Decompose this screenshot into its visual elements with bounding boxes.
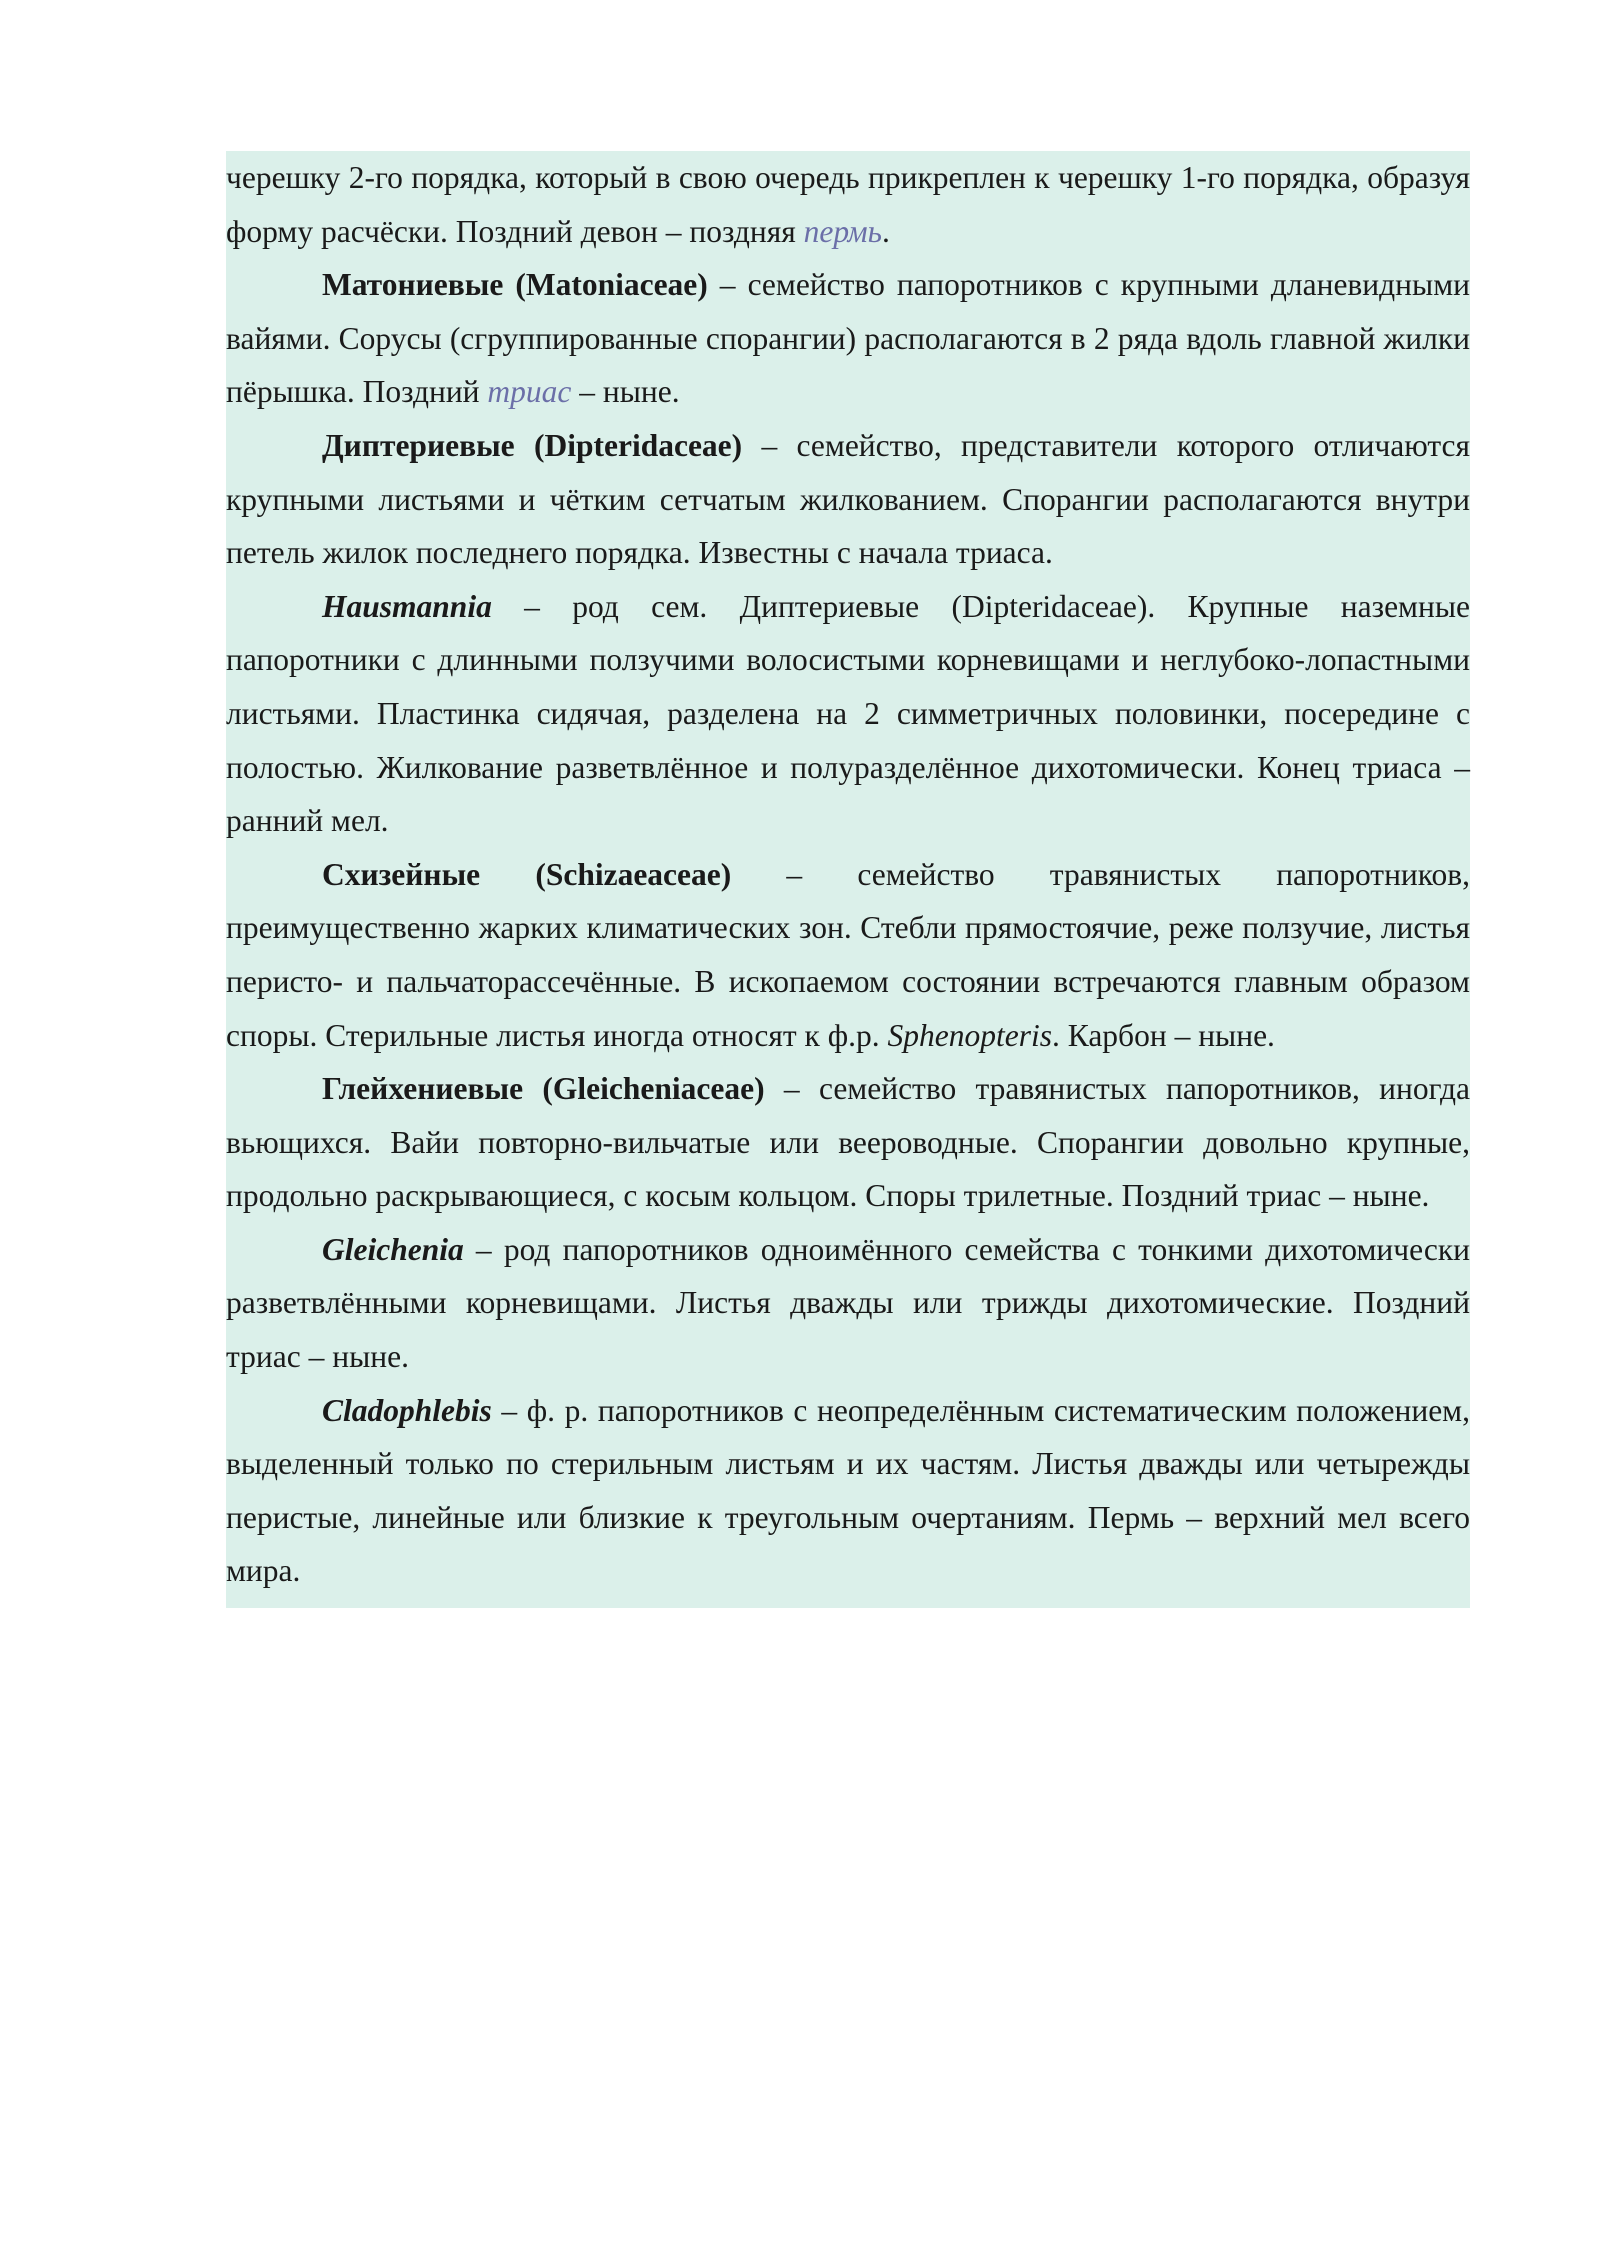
entry-term: Cladophlebis — [322, 1392, 492, 1428]
paragraph-continuation — [226, 151, 1470, 258]
paragraph-text: . — [882, 213, 890, 249]
highlighted-text-block — [226, 151, 1470, 1608]
paragraph-text: черешку 2-го порядка, который в свою очередь прикреплен к черешку 1-го порядка, образуя форму расчёски. Поздний девон – поздняя — [226, 160, 1470, 249]
entry-matoniaceae — [226, 258, 1470, 419]
entry-definition: – род папоротников одноимённого семейства с тонкими дихотомически разветвлёнными корневищами. Листья дважды или трижды дихотомические. Поздний триас – ныне. — [226, 1231, 1470, 1375]
entry-gleicheniaceae — [226, 1062, 1470, 1223]
entry-term: Диптериевые (Dipteridaceae) — [322, 427, 743, 463]
entry-gleichenia — [226, 1223, 1470, 1384]
entry-definition: – семейство травянистых папоротников, преимущественно жарких климатических зон. Стебли прямостоячие, реже ползучие, листья перисто- и пальчаторассечённые. В ископаемом состоянии встречаются главным образом споры. Стерильные листья иногда относят к ф.р. — [226, 856, 1470, 1053]
entry-definition: – семейство папоротников с крупными дланевидными вайями. Сорусы (сгруппированные спорангии) располагаются в 2 ряда вдоль главной жилки пёрышка. Поздний — [226, 267, 1470, 410]
genus-name: Sphenopteris — [887, 1017, 1052, 1053]
entry-definition: – род сем. Диптериевые (Dipteridaceae). Крупные наземные папоротники с длинными ползучими волосистыми корневищами и неглубоко-лопастными листьями. Пластинка сидячая, разделена на 2 симметричных половинки, посередине с полостью. Жилкование разветвлённое и полуразделённое дихотомически. Конец триаса – ранний мел. — [226, 588, 1470, 839]
term-link-trias[interactable]: триас — [487, 374, 572, 410]
entry-schizaeaceae — [226, 848, 1470, 1062]
term-link-perm[interactable]: пермь — [803, 213, 882, 249]
entry-term: Hausmannia — [322, 588, 492, 624]
entry-definition: – ныне. — [571, 374, 680, 410]
entry-dipteridaceae — [226, 419, 1470, 580]
entry-definition: – семейство, представители которого отличаются крупными листьями и чётким сетчатым жилкованием. Спорангии располагаются внутри петель жилок последнего порядка. Известны с начала триаса. — [226, 427, 1471, 571]
entry-cladophlebis — [226, 1384, 1470, 1598]
entry-definition: – ф. р. папоротников с неопределённым систематическим положением, выделенный только по стерильным листьям и их частям. Листья дважды или четырежды перистые, линейные или близкие к треугольным очертаниям. Пермь – верхний мел всего мира. — [226, 1392, 1470, 1589]
entry-hausmannia — [226, 580, 1470, 848]
entry-definition: . Карбон – ныне. — [1051, 1017, 1275, 1053]
entry-definition: – семейство травянистых папоротников, иногда вьющихся. Вайи повторно-вильчатые или веероводные. Спорангии довольно крупные, продольно раскрывающиеся, с косым кольцом. Споры трилетные. Поздний триас – ныне. — [226, 1071, 1470, 1214]
entry-term: Матониевые (Matoniaceae) — [322, 267, 708, 303]
entry-term: Gleichenia — [322, 1231, 464, 1267]
entry-term: Схизейные (Schizaeaceae) — [322, 856, 732, 892]
entry-term: Глейхениевые (Gleicheniaceae) — [322, 1071, 765, 1107]
